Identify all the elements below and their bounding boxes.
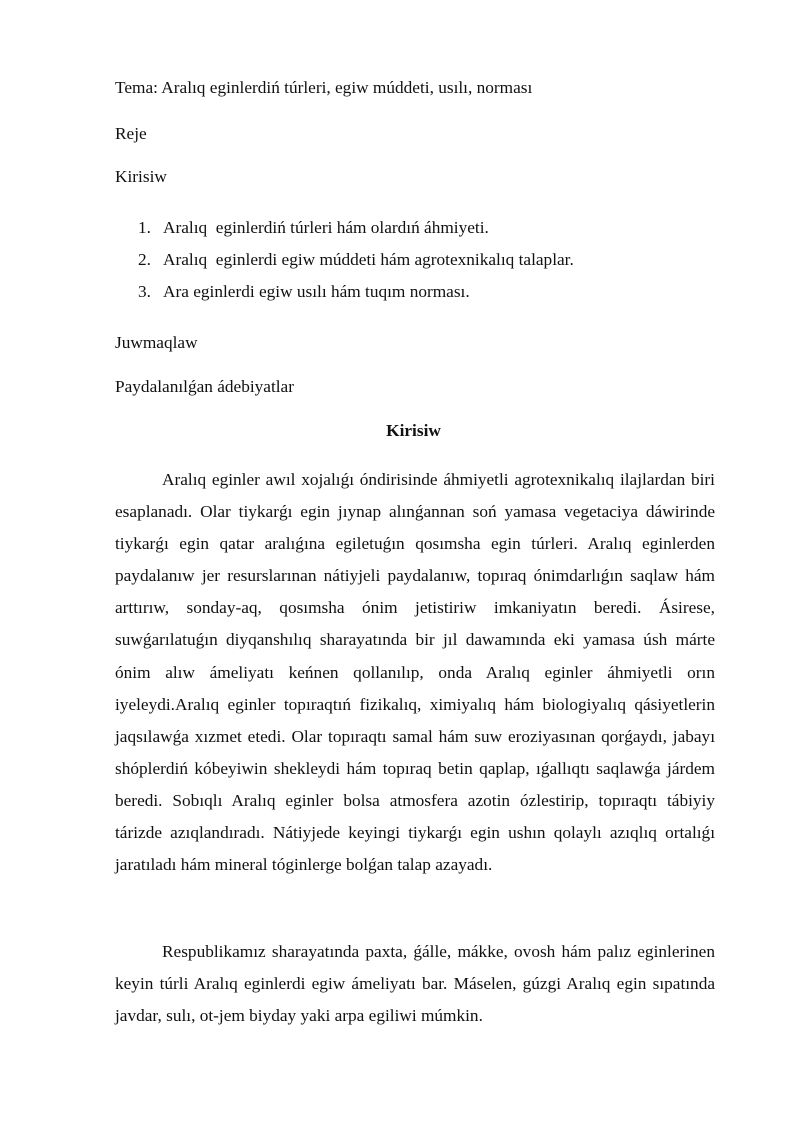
intro-label: Kirisiw (115, 167, 167, 186)
toc-item-text: Ara eginlerdi egiw usılı hám tuqım norması. (163, 282, 470, 301)
toc-item-text: Aralıq eginlerdi egiw múddeti hám agrotexnikalıq talaplar. (163, 250, 574, 269)
toc-item-number: 3. (138, 282, 151, 301)
plan-label: Reje (115, 124, 147, 143)
body-paragraph: Aralıq eginler awıl xojalıǵı óndirisinde áhmiyetli agrotexnikalıq ilajlardan biri esaplanadı. Olar tiykarǵı egin jıynap alınǵannan soń yamasa vegetaciya dáwirinde tiykarǵı egin qatar aralıǵına egiletuǵın qosımsha egin túrleri. Aralıq eginlerden paydalanıw jer resurslarınan nátiyjeli paydalanıw, topıraq ónimdarlıǵın saqlaw hám arttırıw, sonday-aq, qosımsha ónim jetistiriw imkaniyatın beredi. Ásirese, suwǵarılatuǵın diyqanshılıq sharayatında bir jıl dawamında eki yamasa úsh márte ónim alıw ámeliyatı keńnen qollanılıp, onda Aralıq eginler áhmiyetli orın iyeleydi.Aralıq eginler topıraqtıń fizikalıq, ximiyalıq hám biologiyalıq qásiyetlerin jaqsılawǵa xızmet etedi. Olar topıraqtı samal hám suw eroziyasınan qorǵaydı, jabayı shóplerdiń kóbeyiwin shekleydi hám topıraq betin qaplap, ıǵallıqtı saqlawǵa járdem beredi. Sobıqlı Aralıq eginler bolsa atmosfera azotin ózlestirip, topıraqtı tábiyiy tárizde azıqlandıradı. Nátiyjede keyingi tiykarǵı egin ushın qolaylı azıqlıq ortalıǵı jaratıladı hám mineral tóginlerge bolǵan talap azayadı. (115, 470, 715, 875)
section-heading: Kirisiw (386, 421, 441, 440)
topic-line: Tema: Aralıq eginlerdiń túrleri, egiw múddeti, usılı, norması (115, 78, 533, 97)
toc-item (138, 250, 574, 270)
toc-item-number: 1. (138, 218, 151, 237)
toc-item-number: 2. (138, 250, 151, 269)
references-label: Paydalanılǵan ádebiyatlar (115, 377, 294, 396)
conclusion-label: Juwmaqlaw (115, 333, 198, 352)
toc-item (138, 218, 489, 238)
body-paragraph: Respublikamız sharayatında paxta, ǵálle, mákke, ovosh hám palız eginlerinen keyin túrli Aralıq eginlerdi egiw ámeliyatı bar. Máselen, gúzgi Aralıq egin sıpatında javdar, sulı, ot-jem biyday yaki arpa egiliwi múmkin. (115, 942, 715, 1026)
toc-item (138, 282, 470, 302)
toc-item-text: Aralıq eginlerdiń túrleri hám olardıń áhmiyeti. (163, 218, 489, 237)
